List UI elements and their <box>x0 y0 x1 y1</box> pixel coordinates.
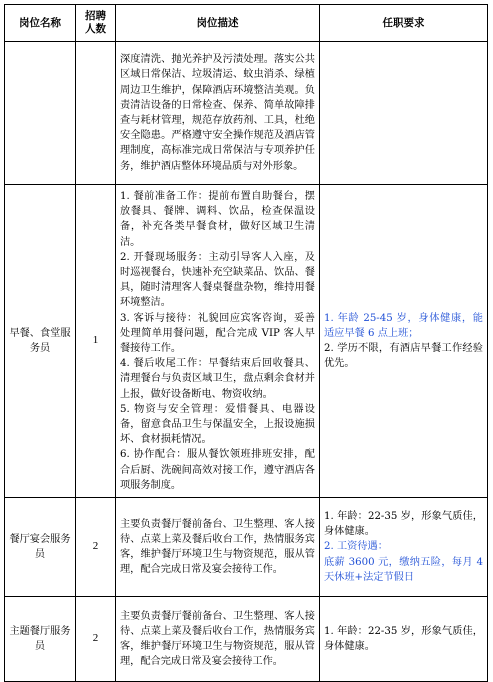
requirement-item: 2. 学历不限，有酒店早餐工作经验优先。 <box>324 343 483 370</box>
header-count <box>76 5 116 42</box>
header-count-line1: 招聘 <box>85 10 106 22</box>
table-row <box>5 42 488 185</box>
position-name: 主题餐厅服务员 <box>5 597 76 682</box>
job-requirements <box>320 498 488 597</box>
header-count-line2: 人数 <box>85 23 106 35</box>
recruitment-table <box>4 4 488 682</box>
requirement-item: 1. 年龄：22-35 岁，形象气质佳，身体健康。 <box>324 510 483 538</box>
job-description: 主要负责餐厅餐前备台、卫生整理、客人接待、点菜上菜及餐后收台工作，热情服务宾客，维护餐厅环境卫生与物资规范，服从管理，配合完成日常及宴会接待工作。 <box>116 498 320 597</box>
job-requirements <box>320 185 488 498</box>
job-description: 深度清洗、抛光养护及污渍处理。落实公共区域日常保洁、垃圾清运、蚊虫消杀、绿植周边卫生维护，保障酒店环境整洁美观。负责清洁设备的日常检查、保养、简单故障排查与耗材管理，规范存放药剂、工具，杜绝安全隐患。严格遵守安全操作规范及酒店管理制度，高标准完成日常保洁与专项养护任务，维护酒店整体环境品质与对外形象。 <box>116 42 320 185</box>
salary-detail: 底薪 3600 元，缴纳五险，每月 4 天休班+法定节假日 <box>324 556 483 583</box>
job-description: 主要负责餐厅餐前备台、卫生整理、客人接待、点菜上菜及餐后收台工作，热情服务宾客，维护餐厅环境卫生与物资规范，服从管理，配合完成日常及宴会接待工作。 <box>116 597 320 682</box>
position-name <box>5 42 76 185</box>
hiring-count: 2 <box>76 498 116 597</box>
description-item: 6. 协作配合：服从餐饮领班排班安排，配合后厨、洗碗间高效对接工作，遵守酒店各项服务制度。 <box>120 449 315 491</box>
position-name: 餐厅宴会服务员 <box>5 498 76 597</box>
header-position: 岗位名称 <box>5 5 76 42</box>
description-item: 1. 餐前准备工作：提前布置自助餐台，摆放餐具、餐牌、调料、饮品，检查保温设备，补充各类早餐食材，做好区域卫生清洁。 <box>120 190 315 248</box>
description-item: 5. 物资与安全管理：爱惜餐具、电器设备，留意食品卫生与保温安全，上报设施损坏、食材损耗情况。 <box>120 403 315 446</box>
requirement-item: 1. 年龄 25-45 岁，身体健康，能适应早餐 6 点上班； <box>324 312 483 339</box>
job-requirements <box>320 597 488 682</box>
job-description <box>116 185 320 498</box>
requirement-item: 2. 工资待遇： <box>324 541 388 553</box>
header-row <box>5 5 488 42</box>
description-item: 2. 开餐现场服务：主动引导客人入座，及时巡视餐台，快速补充空缺菜品、饮品、餐具，随时清理客人餐桌餐盘杂物，维持用餐环境整洁。 <box>120 251 315 309</box>
hiring-count: 2 <box>76 597 116 682</box>
description-item: 3. 客诉与接待：礼貌回应宾客咨询，妥善处理简单用餐问题，配合完成 VIP 客人早餐接待工作。 <box>120 312 315 354</box>
header-requirements: 任职要求 <box>320 5 488 42</box>
header-description: 岗位描述 <box>116 5 320 42</box>
hiring-count <box>76 42 116 185</box>
table-row <box>5 597 488 682</box>
requirement-item: 1. 年龄：22-35 岁，形象气质佳，身体健康。 <box>324 625 483 652</box>
description-item: 4. 餐后收尾工作：早餐结束后回收餐具、清理餐台与负责区域卫生，盘点剩余食材并上报，做好设备断电、物资收纳。 <box>120 358 315 400</box>
job-requirements <box>320 42 488 185</box>
hiring-count: 1 <box>76 185 116 498</box>
table-row <box>5 185 488 498</box>
table-row <box>5 498 488 597</box>
position-name: 早餐、食堂服务员 <box>5 185 76 498</box>
